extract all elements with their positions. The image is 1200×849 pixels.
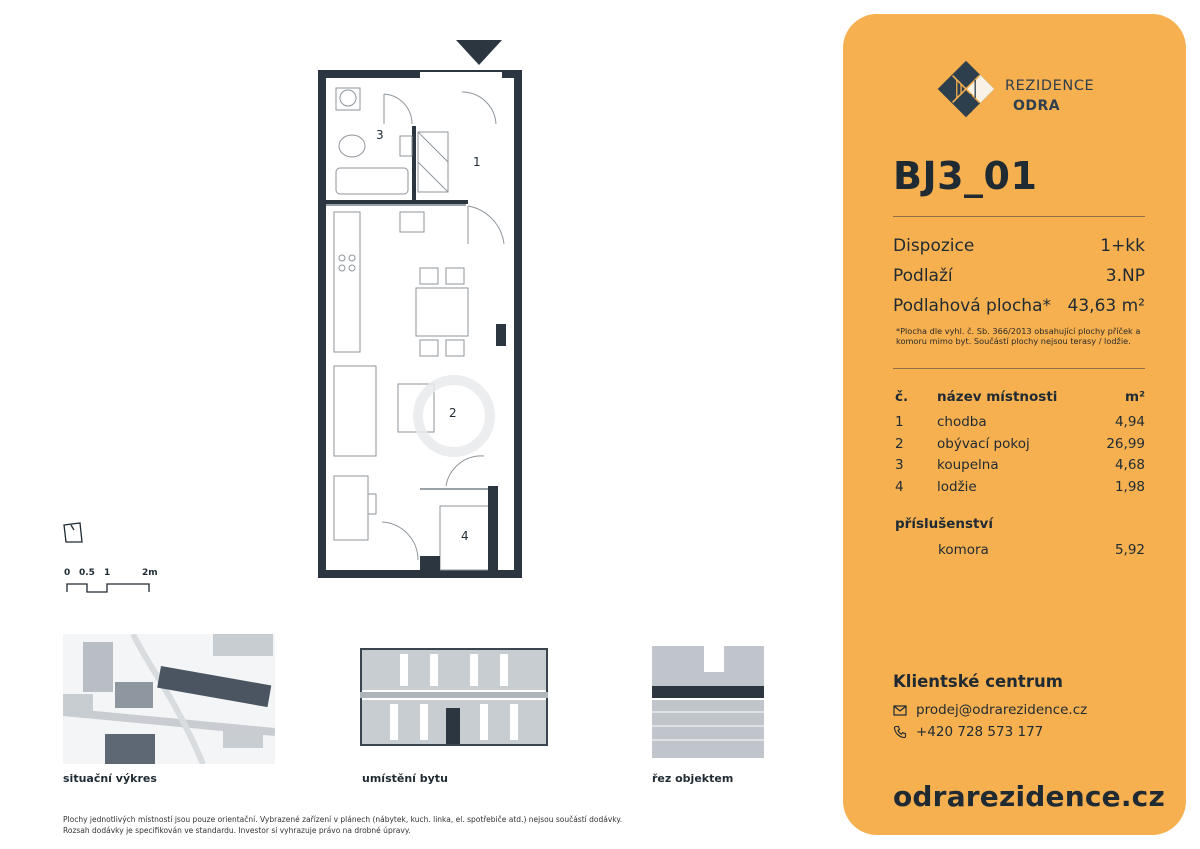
spec-label: Dispozice — [893, 236, 975, 256]
info-panel — [843, 14, 1186, 835]
scale-label-1: 1 — [104, 568, 111, 578]
disclaimer-line-2: Rozsah dodávky je specifikován ve standardu. Investor si vyhrazuje právo na drobné úpravy. — [63, 826, 411, 835]
room-name: chodba — [937, 414, 987, 430]
area-footnote: *Plocha dle vyhl. č. Sb. 366/2013 obsahující plochy příček a komoru mimo byt. Součástí plochy nejsou terasy / lodžie. — [896, 326, 1141, 346]
header-room-name: název místnosti — [937, 389, 1058, 405]
website-link[interactable]: odrarezidence.cz — [893, 780, 1165, 813]
divider — [893, 368, 1145, 369]
room-number: 3 — [895, 457, 904, 473]
envelope-icon — [893, 703, 907, 717]
table-row — [895, 436, 1145, 458]
spec-label: Podlaží — [893, 266, 953, 286]
table-row — [895, 414, 1145, 436]
disclaimer-line-1: Plochy jednotlivých místností jsou pouze orientační. Vybrazené zařízení v plánech (nábytek, kuch. linka, el. spotřebiče atd.) nejsou součástí dodávky. — [63, 815, 623, 824]
room-number: 4 — [895, 478, 904, 495]
site-plan-thumbnail — [63, 634, 275, 764]
room-area: 4,68 — [1114, 457, 1145, 473]
client-center-title: Klientské centrum — [893, 672, 1063, 691]
accessory-name: komora — [938, 542, 989, 558]
room-number-4: 4 — [461, 529, 469, 543]
north-arrow-icon — [62, 522, 84, 544]
building-section-thumbnail — [652, 646, 764, 758]
building-section-caption: řez objektem — [652, 772, 734, 785]
email-link[interactable]: prodej@odrarezidence.cz — [916, 702, 1088, 718]
site-plan-caption: situační výkres — [63, 772, 157, 785]
spec-label: Podlahová plocha* — [893, 296, 1051, 316]
entrance-arrow-icon — [456, 40, 502, 65]
room-name: koupelna — [937, 457, 999, 473]
unit-code: BJ3_01 — [893, 154, 1038, 198]
room-number: 1 — [895, 414, 904, 430]
brand-logo — [933, 56, 1113, 126]
spec-value: 1+kk — [1100, 236, 1145, 256]
spec-row-floor-area — [893, 296, 1145, 316]
room-name: obývací pokoj — [937, 435, 1030, 452]
scale-label-0-5: 0.5 — [79, 568, 95, 578]
spec-value: 3.NP — [1105, 266, 1145, 286]
room-table-header — [895, 389, 1145, 409]
divider — [893, 216, 1145, 217]
table-row — [895, 457, 1145, 479]
room-name: lodžie — [937, 478, 977, 495]
floor-plan-drawing — [300, 36, 540, 581]
unit-location-caption: umístění bytu — [362, 772, 448, 785]
disclaimer — [63, 814, 623, 836]
phone-link[interactable]: +420 728 573 177 — [916, 724, 1044, 740]
unit-location-thumbnail — [360, 648, 548, 746]
room-table — [895, 389, 1145, 500]
scale-label-0: 0 — [64, 568, 71, 578]
room-area: 1,98 — [1114, 478, 1145, 495]
brand-name-line-1: REZIDENCE — [1005, 78, 1095, 94]
accessories-heading: příslušenství — [895, 516, 993, 532]
room-number-2: 2 — [449, 406, 457, 420]
room-number-3: 3 — [376, 128, 384, 142]
room-number-1: 1 — [473, 155, 481, 169]
header-number: č. — [895, 389, 909, 405]
spec-value: 43,63 m² — [1067, 296, 1145, 316]
room-area: 26,99 — [1106, 435, 1145, 452]
table-row — [895, 479, 1145, 501]
accessories-row — [895, 542, 1145, 562]
scale-label-2m: 2m — [142, 568, 158, 578]
accessory-area: 5,92 — [1114, 542, 1145, 558]
rezidence-odra-logo-icon — [933, 56, 999, 122]
spec-row-layout — [893, 236, 1145, 256]
brand-name-line-2: ODRA — [1013, 98, 1061, 114]
phone-icon — [893, 725, 907, 739]
header-area: m² — [1125, 389, 1145, 405]
room-number: 2 — [895, 435, 904, 452]
spec-row-floor — [893, 266, 1145, 286]
room-area: 4,94 — [1114, 414, 1145, 430]
scale-bar — [62, 568, 172, 598]
